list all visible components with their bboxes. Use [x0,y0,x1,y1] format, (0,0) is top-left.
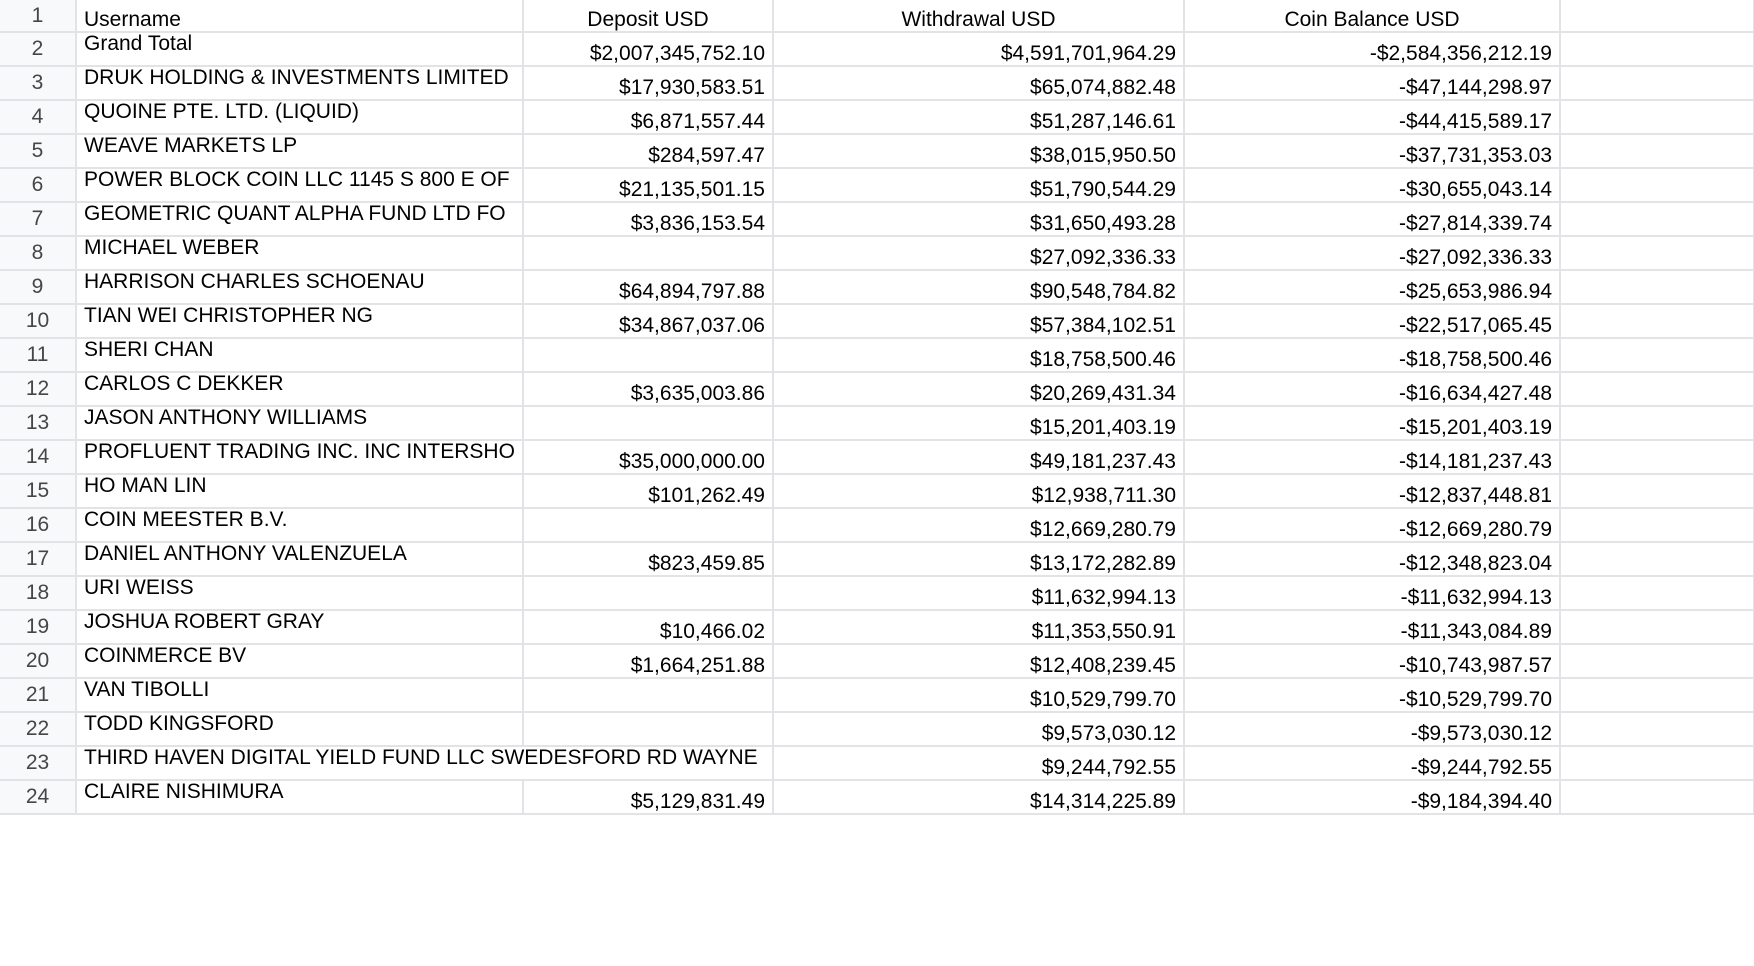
withdrawal-cell[interactable]: $9,244,792.55 [773,746,1184,780]
username-cell[interactable]: TIAN WEI CHRISTOPHER NG [76,304,523,338]
table-row [0,508,1754,542]
empty-cell[interactable] [1560,168,1754,202]
username-cell[interactable]: MICHAEL WEBER [76,236,523,270]
empty-cell[interactable] [1560,202,1754,236]
withdrawal-cell[interactable]: $57,384,102.51 [773,304,1184,338]
table-row [0,780,1754,814]
username-cell[interactable]: VAN TIBOLLI [76,678,523,712]
withdrawal-cell[interactable]: $18,758,500.46 [773,338,1184,372]
table-row [0,270,1754,304]
deposit-cell[interactable]: $17,930,583.51 [523,66,773,100]
coin-balance-cell[interactable]: -$2,584,356,212.19 [1184,32,1560,66]
username-cell[interactable]: CARLOS C DEKKER [76,372,523,406]
row-number[interactable]: 9 [0,270,76,304]
row-number[interactable]: 17 [0,542,76,576]
withdrawal-cell[interactable]: $9,573,030.12 [773,712,1184,746]
username-cell[interactable]: HO MAN LIN [76,474,523,508]
header-deposit[interactable]: Deposit USD [523,0,773,32]
coin-balance-cell[interactable]: -$10,743,987.57 [1184,644,1560,678]
empty-cell[interactable] [1560,610,1754,644]
table-row [0,168,1754,202]
coin-balance-cell[interactable]: -$18,758,500.46 [1184,338,1560,372]
header-row [0,0,1754,32]
coin-balance-cell[interactable]: -$9,573,030.12 [1184,712,1560,746]
username-cell[interactable]: PROFLUENT TRADING INC. INC INTERSHO [76,440,523,474]
deposit-cell[interactable]: $10,466.02 [523,610,773,644]
deposit-cell[interactable] [523,712,773,746]
deposit-cell[interactable]: $2,007,345,752.10 [523,32,773,66]
table-row [0,406,1754,440]
username-cell[interactable]: DANIEL ANTHONY VALENZUELA [76,542,523,576]
table-row [0,746,1754,780]
empty-cell[interactable] [1560,304,1754,338]
header-coin-balance[interactable]: Coin Balance USD [1184,0,1560,32]
username-cell[interactable]: JOSHUA ROBERT GRAY [76,610,523,644]
empty-cell[interactable] [1560,440,1754,474]
empty-cell[interactable] [1560,134,1754,168]
row-number[interactable]: 18 [0,576,76,610]
withdrawal-cell[interactable]: $31,650,493.28 [773,202,1184,236]
withdrawal-cell[interactable]: $49,181,237.43 [773,440,1184,474]
withdrawal-cell[interactable]: $11,353,550.91 [773,610,1184,644]
empty-cell[interactable] [1560,576,1754,610]
coin-balance-cell[interactable]: -$27,092,336.33 [1184,236,1560,270]
username-cell[interactable]: THIRD HAVEN DIGITAL YIELD FUND LLC SWEDESFORD RD WAYNE [76,746,523,780]
header-username[interactable]: Username [76,0,523,32]
deposit-cell[interactable] [523,236,773,270]
deposit-cell[interactable] [523,576,773,610]
table-row [0,100,1754,134]
empty-cell[interactable] [1560,508,1754,542]
deposit-cell[interactable] [523,508,773,542]
withdrawal-cell[interactable]: $65,074,882.48 [773,66,1184,100]
username-cell[interactable]: Grand Total [76,32,523,66]
username-cell[interactable]: COINMERCE BV [76,644,523,678]
username-cell[interactable]: WEAVE MARKETS LP [76,134,523,168]
header-withdrawal[interactable]: Withdrawal USD [773,0,1184,32]
deposit-cell[interactable]: $3,836,153.54 [523,202,773,236]
empty-cell[interactable] [1560,746,1754,780]
withdrawal-cell[interactable]: $12,669,280.79 [773,508,1184,542]
deposit-cell[interactable]: $34,867,037.06 [523,304,773,338]
username-cell[interactable]: TODD KINGSFORD [76,712,523,746]
withdrawal-cell[interactable]: $27,092,336.33 [773,236,1184,270]
row-number[interactable]: 10 [0,304,76,338]
coin-balance-cell[interactable]: -$9,244,792.55 [1184,746,1560,780]
row-number[interactable]: 20 [0,644,76,678]
coin-balance-cell[interactable]: -$16,634,427.48 [1184,372,1560,406]
row-number[interactable]: 6 [0,168,76,202]
deposit-cell[interactable]: $1,664,251.88 [523,644,773,678]
coin-balance-cell[interactable]: -$30,655,043.14 [1184,168,1560,202]
empty-cell[interactable] [1560,406,1754,440]
coin-balance-cell[interactable]: -$44,415,589.17 [1184,100,1560,134]
username-cell[interactable]: QUOINE PTE. LTD. (LIQUID) [76,100,523,134]
row-number[interactable]: 14 [0,440,76,474]
table-row [0,338,1754,372]
deposit-cell[interactable]: $284,597.47 [523,134,773,168]
empty-cell[interactable] [1560,338,1754,372]
username-cell[interactable]: HARRISON CHARLES SCHOENAU [76,270,523,304]
username-cell[interactable]: DRUK HOLDING & INVESTMENTS LIMITED [76,66,523,100]
coin-balance-cell[interactable]: -$11,632,994.13 [1184,576,1560,610]
coin-balance-cell[interactable]: -$22,517,065.45 [1184,304,1560,338]
row-number[interactable]: 16 [0,508,76,542]
username-cell[interactable]: CLAIRE NISHIMURA [76,780,523,814]
coin-balance-cell[interactable]: -$25,653,986.94 [1184,270,1560,304]
username-cell[interactable]: GEOMETRIC QUANT ALPHA FUND LTD FO [76,202,523,236]
table-row [0,712,1754,746]
coin-balance-cell[interactable]: -$27,814,339.74 [1184,202,1560,236]
table-row [0,440,1754,474]
table-row [0,32,1754,66]
empty-cell[interactable] [1560,678,1754,712]
empty-cell[interactable] [1560,542,1754,576]
coin-balance-cell[interactable]: -$12,669,280.79 [1184,508,1560,542]
table-row [0,66,1754,100]
username-cell[interactable]: JASON ANTHONY WILLIAMS [76,406,523,440]
empty-cell[interactable] [1560,236,1754,270]
deposit-cell[interactable] [523,406,773,440]
row-number[interactable]: 11 [0,338,76,372]
table-row [0,304,1754,338]
withdrawal-cell[interactable]: $13,172,282.89 [773,542,1184,576]
row-number[interactable]: 7 [0,202,76,236]
row-number[interactable]: 3 [0,66,76,100]
coin-balance-cell[interactable]: -$47,144,298.97 [1184,66,1560,100]
empty-cell[interactable] [1560,66,1754,100]
empty-cell[interactable] [1560,474,1754,508]
withdrawal-cell[interactable]: $20,269,431.34 [773,372,1184,406]
row-number[interactable]: 22 [0,712,76,746]
empty-cell[interactable] [1560,780,1754,814]
table-row [0,610,1754,644]
deposit-cell[interactable]: $3,635,003.86 [523,372,773,406]
coin-balance-cell[interactable]: -$15,201,403.19 [1184,406,1560,440]
empty-cell[interactable] [1560,270,1754,304]
empty-cell[interactable] [1560,0,1754,32]
table-row [0,576,1754,610]
withdrawal-cell[interactable]: $10,529,799.70 [773,678,1184,712]
table-row [0,678,1754,712]
row-number[interactable]: 5 [0,134,76,168]
row-number[interactable]: 23 [0,746,76,780]
row-number[interactable]: 12 [0,372,76,406]
empty-cell[interactable] [1560,712,1754,746]
deposit-cell[interactable]: $35,000,000.00 [523,440,773,474]
row-number[interactable]: 8 [0,236,76,270]
withdrawal-cell[interactable]: $11,632,994.13 [773,576,1184,610]
row-number[interactable]: 4 [0,100,76,134]
coin-balance-cell[interactable]: -$10,529,799.70 [1184,678,1560,712]
row-number[interactable]: 15 [0,474,76,508]
empty-cell[interactable] [1560,372,1754,406]
withdrawal-cell[interactable]: $14,314,225.89 [773,780,1184,814]
withdrawal-cell[interactable]: $51,287,146.61 [773,100,1184,134]
username-cell[interactable]: SHERI CHAN [76,338,523,372]
table-row [0,202,1754,236]
empty-cell[interactable] [1560,644,1754,678]
table-row [0,372,1754,406]
coin-balance-cell[interactable]: -$9,184,394.40 [1184,780,1560,814]
deposit-cell[interactable]: $823,459.85 [523,542,773,576]
row-number[interactable]: 2 [0,32,76,66]
deposit-cell[interactable]: $21,135,501.15 [523,168,773,202]
withdrawal-cell[interactable]: $12,938,711.30 [773,474,1184,508]
row-number[interactable]: 19 [0,610,76,644]
username-cell[interactable]: URI WEISS [76,576,523,610]
deposit-cell[interactable] [523,678,773,712]
table-row [0,474,1754,508]
withdrawal-cell[interactable]: $12,408,239.45 [773,644,1184,678]
coin-balance-cell[interactable]: -$12,837,448.81 [1184,474,1560,508]
withdrawal-cell[interactable]: $51,790,544.29 [773,168,1184,202]
deposit-cell[interactable]: $6,871,557.44 [523,100,773,134]
coin-balance-cell[interactable]: -$12,348,823.04 [1184,542,1560,576]
withdrawal-cell[interactable]: $4,591,701,964.29 [773,32,1184,66]
username-cell[interactable]: COIN MEESTER B.V. [76,508,523,542]
deposit-cell[interactable]: $64,894,797.88 [523,270,773,304]
row-number[interactable]: 13 [0,406,76,440]
row-number[interactable]: 1 [0,0,76,32]
table-row [0,134,1754,168]
coin-balance-cell[interactable]: -$11,343,084.89 [1184,610,1560,644]
deposit-cell[interactable]: $5,129,831.49 [523,780,773,814]
withdrawal-cell[interactable]: $38,015,950.50 [773,134,1184,168]
table-row [0,542,1754,576]
username-cell[interactable]: POWER BLOCK COIN LLC 1145 S 800 E OF [76,168,523,202]
row-number[interactable]: 24 [0,780,76,814]
coin-balance-cell[interactable]: -$37,731,353.03 [1184,134,1560,168]
deposit-cell[interactable] [523,338,773,372]
deposit-cell[interactable]: $101,262.49 [523,474,773,508]
coin-balance-cell[interactable]: -$14,181,237.43 [1184,440,1560,474]
withdrawal-cell[interactable]: $90,548,784.82 [773,270,1184,304]
withdrawal-cell[interactable]: $15,201,403.19 [773,406,1184,440]
table-row [0,644,1754,678]
empty-cell[interactable] [1560,100,1754,134]
empty-cell[interactable] [1560,32,1754,66]
table-row [0,236,1754,270]
row-number[interactable]: 21 [0,678,76,712]
